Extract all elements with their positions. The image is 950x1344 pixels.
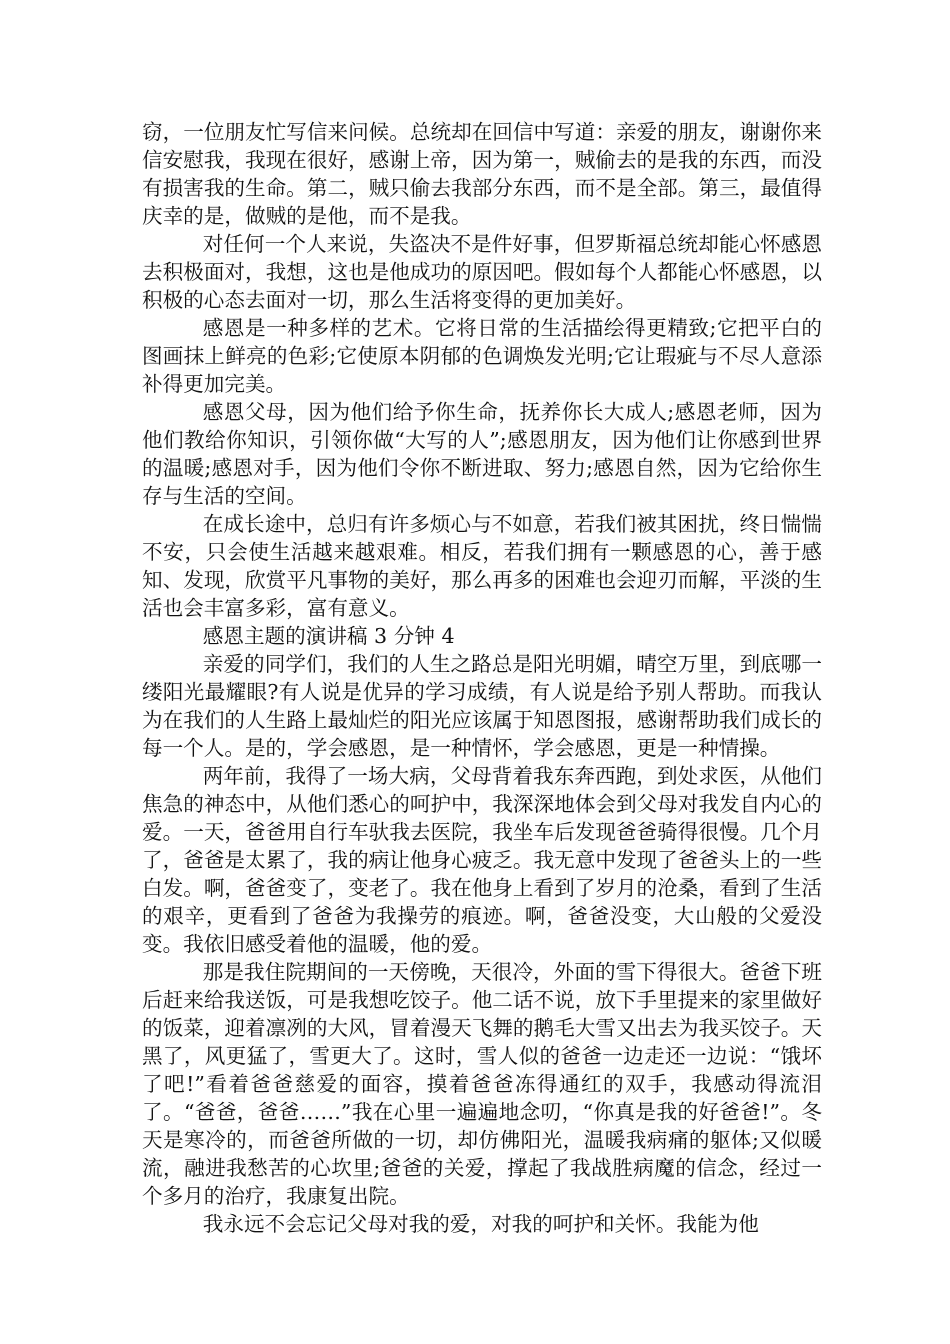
paragraph-5: 在成长途中，总归有许多烦心与不如意，若我们被其困扰，终日惴惴不安，只会使生活越来越艰难。相反，若我们拥有一颗感恩的心，善于感知、发现，欣赏平凡事物的美好，那么再多的困难也会迎刃而解，平淡的生活也会丰富多彩，富有意义。 <box>142 512 822 620</box>
paragraph-6: 亲爱的同学们，我们的人生之路总是阳光明媚，晴空万里，到底哪一缕阳光最耀眼?有人说是优异的学习成绩，有人说是给予别人帮助。而我认为在我们的人生路上最灿烂的阳光应该属于知恩图报，感谢帮助我们成长的每一个人。是的，学会感恩，是一种情怀，学会感恩，更是一种情操。 <box>142 652 822 760</box>
paragraph-2: 对任何一个人来说，失盗决不是件好事，但罗斯福总统却能心怀感恩去积极面对，我想，这也是他成功的原因吧。假如每个人都能心怀感恩，以积极的心态去面对一切，那么生活将变得的更加美好。 <box>142 232 822 312</box>
paragraph-8: 那是我住院期间的一天傍晚，天很冷，外面的雪下得很大。爸爸下班后赶来给我送饭，可是我想吃饺子。他二话不说，放下手里提来的家里做好的饭菜，迎着凛冽的大风，冒着漫天飞舞的鹅毛大雪又出去为我买饺子。天黑了，风更猛了，雪更大了。这时，雪人似的爸爸一边走还一边说：“饿坏了吧!”看着爸爸慈爱的面容，摸着爸爸冻得通红的双手，我感动得流泪了。“爸爸，爸爸……”我在心里一遍遍地念叨，“你真是我的好爸爸!”。冬天是寒冷的，而爸爸所做的一切，却仿佛阳光，温暖我病痛的躯体;又似暖流，融进我愁苦的心坎里;爸爸的关爱，撑起了我战胜病魔的信念，经过一个多月的治疗，我康复出院。 <box>142 960 822 1208</box>
document-body <box>142 118 822 1238</box>
paragraph-7: 两年前，我得了一场大病，父母背着我东奔西跑，到处求医，从他们焦急的神态中，从他们悉心的呵护中，我深深地体会到父母对我发自内心的爱。一天，爸爸用自行车驮我去医院，我坐车后发现爸爸骑得很慢。几个月了，爸爸是太累了，我的病让他身心疲乏。我无意中发现了爸爸头上的一些白发。啊，爸爸变了，变老了。我在他身上看到了岁月的沧桑，看到了生活的艰辛，更看到了爸爸为我操劳的痕迹。啊，爸爸没变，大山般的父爱没变。我依旧感受着他的温暖，他的爱。 <box>142 764 822 956</box>
paragraph-9: 我永远不会忘记父母对我的爱，对我的呵护和关怀。我能为他 <box>202 1212 759 1236</box>
section-heading: 感恩主题的演讲稿 3 分钟 4 <box>202 624 455 648</box>
paragraph-3: 感恩是一种多样的艺术。它将日常的生活描绘得更精致;它把平白的图画抹上鲜亮的色彩;它使原本阴郁的色调焕发光明;它让瑕疵与不尽人意添补得更加完美。 <box>142 316 822 396</box>
paragraph-1: 窃，一位朋友忙写信来问候。总统却在回信中写道：亲爱的朋友，谢谢你来信安慰我，我现在很好，感谢上帝，因为第一，贼偷去的是我的东西，而没有损害我的生命。第二，贼只偷去我部分东西，而不是全部。第三，最值得庆幸的是，做贼的是他，而不是我。 <box>142 120 822 228</box>
paragraph-4: 感恩父母，因为他们给予你生命，抚养你长大成人;感恩老师，因为他们教给你知识，引领你做“大写的人”;感恩朋友，因为他们让你感到世界的温暖;感恩对手，因为他们令你不断进取、努力;感恩自然，因为它给你生存与生活的空间。 <box>142 400 822 508</box>
